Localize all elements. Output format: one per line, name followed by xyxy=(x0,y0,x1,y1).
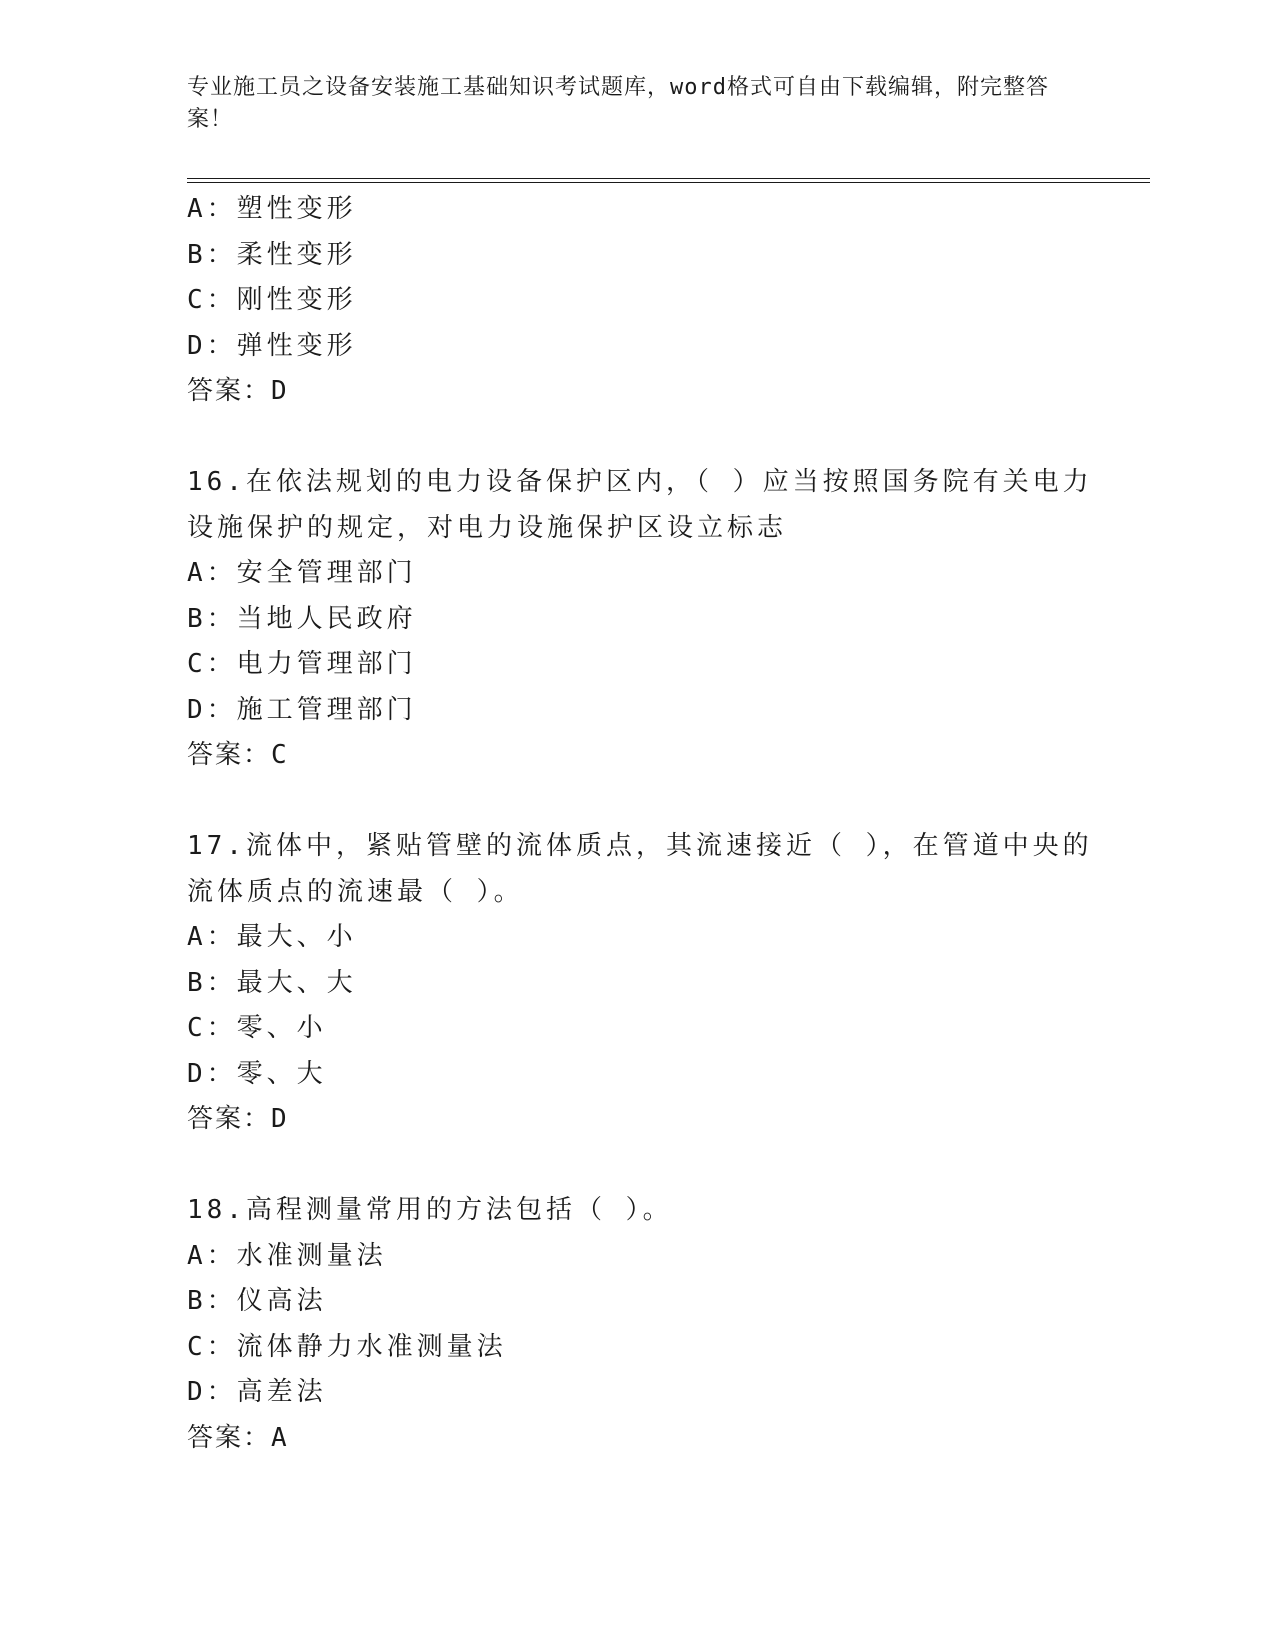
option-b: B：当地人民政府 xyxy=(187,603,417,634)
answer: 答案：A xyxy=(187,1422,289,1453)
question-content xyxy=(187,187,1093,1461)
answer: 答案：C xyxy=(187,740,289,770)
question-text-line-1: 16.在依法规划的电力设备保护区内，（ ）应当按照国务院有关电力 xyxy=(187,467,1093,497)
spacer xyxy=(187,779,1067,825)
option-d: D：施工管理部门 xyxy=(187,694,417,725)
option-b: B：最大、大 xyxy=(187,967,357,998)
question-text-line-2: 流体质点的流速最（ ）。 xyxy=(187,876,524,907)
option-d: D：高差法 xyxy=(187,1377,327,1407)
spacer xyxy=(187,415,1067,461)
question-text-line-1: 18.高程测量常用的方法包括（ ）。 xyxy=(187,1195,673,1225)
question-text-line-2: 设施保护的规定，对电力设施保护区设立标志 xyxy=(187,512,788,543)
option-a: A：塑性变形 xyxy=(187,194,357,224)
option-a: A：最大、小 xyxy=(187,922,357,952)
question-16 xyxy=(187,460,1093,779)
option-c: C：电力管理部门 xyxy=(187,649,417,679)
option-d: D：弹性变形 xyxy=(187,330,357,361)
option-b: B：仪高法 xyxy=(187,1286,327,1316)
document-header: 专业施工员之设备安装施工基础知识考试题库，word格式可自由下载编辑，附完整答案！ xyxy=(187,75,1049,132)
question-17 xyxy=(187,824,1093,1143)
option-b: B：柔性变形 xyxy=(187,239,357,270)
spacer xyxy=(187,1143,1067,1189)
option-c: C：流体静力水准测量法 xyxy=(187,1331,507,1362)
option-c: C：零、小 xyxy=(187,1013,327,1043)
option-d: D：零、大 xyxy=(187,1058,327,1089)
option-c: C：刚性变形 xyxy=(187,285,357,315)
question-18 xyxy=(187,1188,1067,1461)
answer: 答案：D xyxy=(187,1104,289,1134)
question-text-line-1: 17.流体中，紧贴管壁的流体质点，其流速接近（ ），在管道中央的 xyxy=(187,831,1093,861)
question-15-tail xyxy=(187,187,1067,415)
header-divider-bottom xyxy=(187,182,1150,183)
option-a: A：安全管理部门 xyxy=(187,558,417,588)
answer: 答案：D xyxy=(187,376,289,406)
option-a: A：水准测量法 xyxy=(187,1240,387,1271)
header-divider-top xyxy=(187,178,1150,179)
